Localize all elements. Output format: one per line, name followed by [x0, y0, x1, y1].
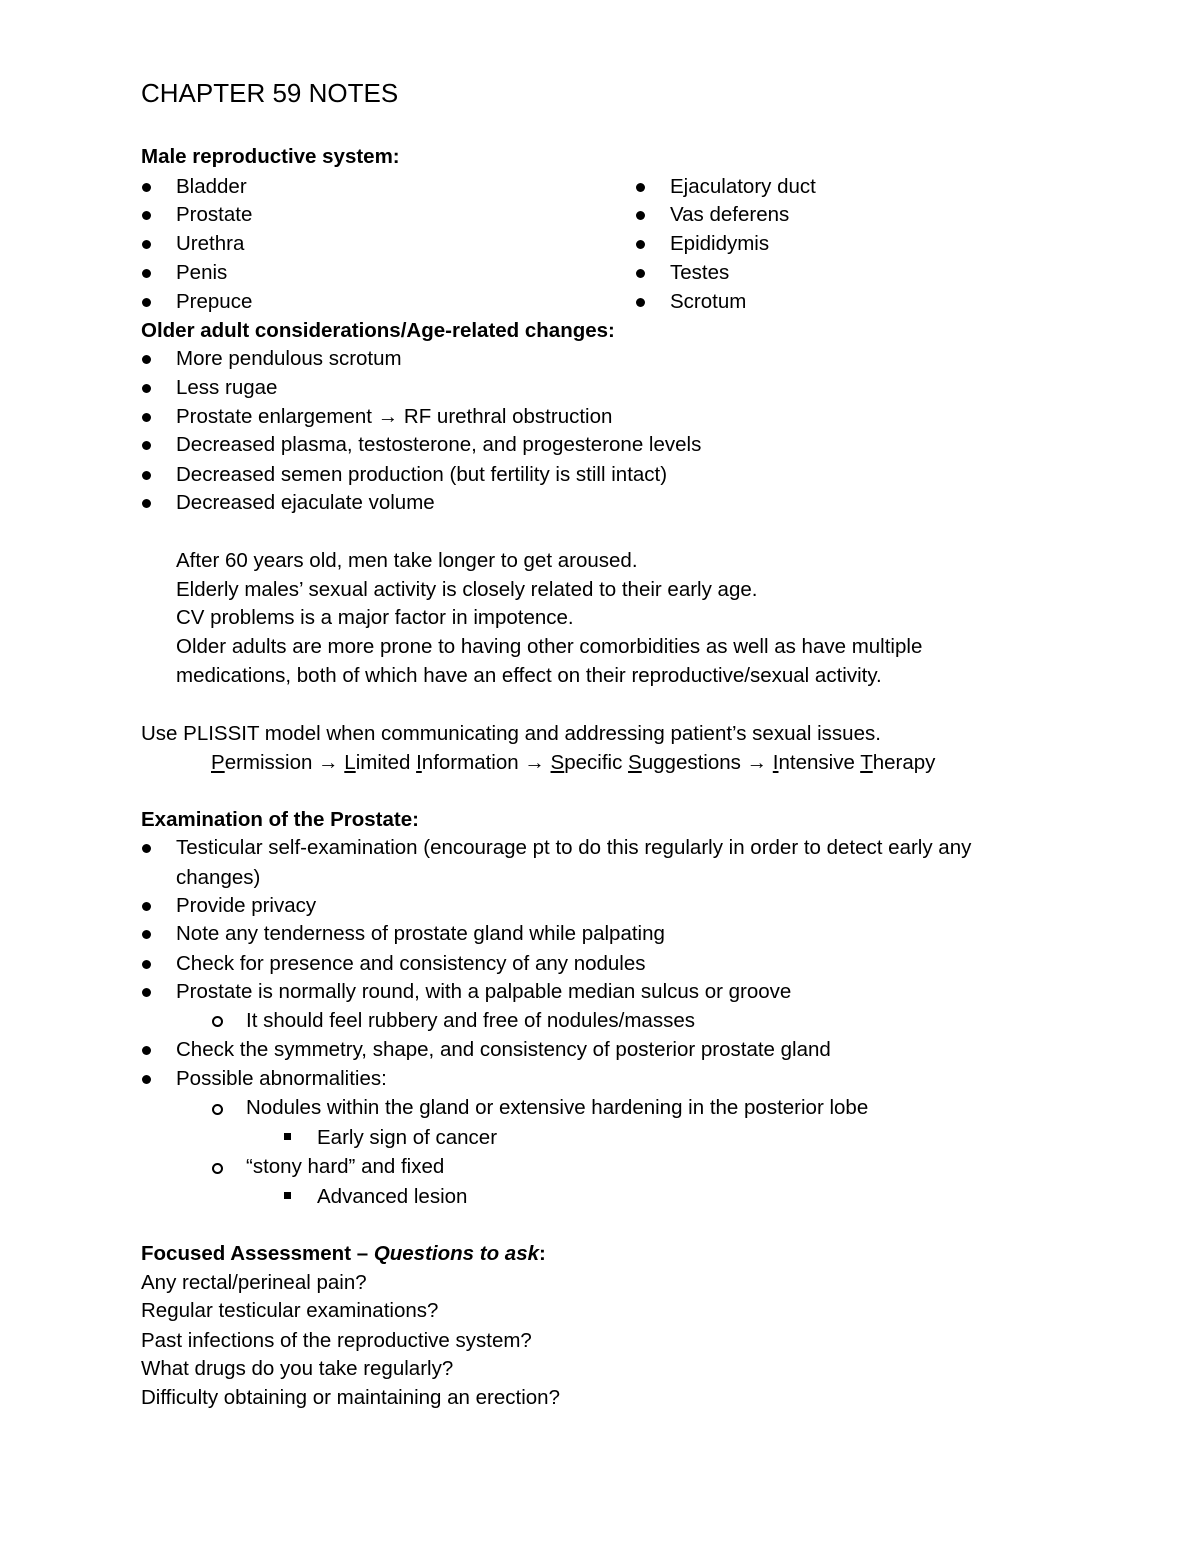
- bullet-icon: [142, 211, 151, 220]
- plissit-i: I: [416, 751, 422, 774]
- plissit-s2: S: [628, 751, 642, 774]
- bullet-icon: [142, 240, 151, 249]
- older-adult-heading: Older adult considerations/Age-related changes:: [141, 319, 615, 342]
- note-text: Elderly males’ sexual activity is closely related to their early age.: [176, 578, 758, 601]
- sub-list-item: “stony hard” and fixed: [246, 1155, 445, 1178]
- bullet-icon: [142, 471, 151, 480]
- plissit-text: uggestions →: [641, 751, 773, 774]
- bullet-icon: [142, 413, 151, 422]
- list-item: Provide privacy: [176, 894, 317, 917]
- list-item-continued: changes): [176, 866, 261, 889]
- square-bullet-icon: [284, 1192, 291, 1199]
- plissit-i2: I: [772, 751, 779, 774]
- focused-heading-text: Focused Assessment –: [141, 1242, 374, 1265]
- plissit-l: L: [344, 751, 356, 774]
- question-text: What drugs do you take regularly?: [141, 1357, 454, 1380]
- question-text: Regular testicular examinations?: [141, 1299, 439, 1322]
- focused-heading: [141, 1239, 546, 1268]
- list-item: Prostate enlargement → RF urethral obstruction: [176, 405, 613, 428]
- plissit-text: herapy: [872, 751, 936, 774]
- plissit-text: pecific: [564, 751, 629, 774]
- plissit-p: P: [211, 751, 225, 774]
- list-item: Decreased plasma, testosterone, and progesterone levels: [176, 433, 702, 456]
- sub-sub-list-item: Advanced lesion: [317, 1185, 468, 1208]
- bullet-icon: [142, 269, 151, 278]
- list-item: Possible abnormalities:: [176, 1067, 387, 1090]
- note-text: After 60 years old, men take longer to get aroused.: [176, 549, 638, 572]
- circle-bullet-icon: [212, 1104, 223, 1115]
- bullet-icon: [142, 960, 151, 969]
- list-item: Ejaculatory duct: [670, 175, 816, 198]
- bullet-icon: [142, 183, 151, 192]
- list-item: Check for presence and consistency of any nodules: [176, 952, 646, 975]
- list-item: Scrotum: [670, 290, 747, 313]
- sub-sub-list-item: Early sign of cancer: [317, 1126, 498, 1149]
- focused-heading-colon: :: [539, 1242, 546, 1265]
- list-item: Bladder: [176, 175, 247, 198]
- bullet-icon: [636, 298, 645, 307]
- sub-list-item: It should feel rubbery and free of nodules/masses: [246, 1009, 695, 1032]
- circle-bullet-icon: [212, 1016, 223, 1027]
- bullet-icon: [142, 355, 151, 364]
- bullet-icon: [142, 1075, 151, 1084]
- sub-list-item: Nodules within the gland or extensive hardening in the posterior lobe: [246, 1096, 869, 1119]
- plissit-text: ntensive: [778, 751, 861, 774]
- list-item: Check the symmetry, shape, and consistency of posterior prostate gland: [176, 1038, 831, 1061]
- list-item: Prostate: [176, 203, 253, 226]
- plissit-s: S: [550, 751, 565, 774]
- bullet-icon: [142, 298, 151, 307]
- bullet-icon: [636, 269, 645, 278]
- square-bullet-icon: [284, 1133, 291, 1140]
- list-item: More pendulous scrotum: [176, 347, 402, 370]
- list-item: Prepuce: [176, 290, 253, 313]
- note-text: Older adults are more prone to having other comorbidities as well as have multiple: [176, 635, 923, 658]
- plissit-text: imited: [355, 751, 417, 774]
- plissit-text: ermission →: [224, 751, 345, 774]
- list-item: Less rugae: [176, 376, 278, 399]
- bullet-icon: [636, 240, 645, 249]
- bullet-icon: [142, 499, 151, 508]
- list-item: Penis: [176, 261, 228, 284]
- bullet-icon: [142, 1046, 151, 1055]
- list-item: Testes: [670, 261, 730, 284]
- bullet-icon: [142, 988, 151, 997]
- bullet-icon: [142, 441, 151, 450]
- question-text: Difficulty obtaining or maintaining an erection?: [141, 1386, 560, 1409]
- plissit-text: nformation →: [421, 751, 551, 774]
- bullet-icon: [636, 211, 645, 220]
- list-item: Decreased ejaculate volume: [176, 491, 435, 514]
- list-item: Prostate is normally round, with a palpable median sulcus or groove: [176, 980, 792, 1003]
- list-item: Vas deferens: [670, 203, 790, 226]
- bullet-icon: [142, 902, 151, 911]
- circle-bullet-icon: [212, 1163, 223, 1174]
- list-item: Epididymis: [670, 232, 770, 255]
- note-text: CV problems is a major factor in impotence.: [176, 606, 574, 629]
- bullet-icon: [636, 183, 645, 192]
- plissit-t: T: [860, 751, 873, 774]
- bullet-icon: [142, 384, 151, 393]
- list-item: Testicular self-examination (encourage pt to do this regularly in order to detect early any: [176, 836, 972, 859]
- question-text: Any rectal/perineal pain?: [141, 1271, 367, 1294]
- question-text: Past infections of the reproductive system?: [141, 1329, 532, 1352]
- list-item: Decreased semen production (but fertility is still intact): [176, 463, 668, 486]
- plissit-intro: Use PLISSIT model when communicating and addressing patient’s sexual issues.: [141, 722, 881, 745]
- plissit-model: [211, 748, 935, 777]
- page-title: CHAPTER 59 NOTES: [141, 78, 399, 108]
- exam-heading: Examination of the Prostate:: [141, 808, 419, 831]
- male-system-heading: Male reproductive system:: [141, 145, 400, 168]
- bullet-icon: [142, 844, 151, 853]
- note-text: medications, both of which have an effect on their reproductive/sexual activity.: [176, 664, 882, 687]
- list-item: Urethra: [176, 232, 245, 255]
- focused-heading-italic: Questions to ask: [373, 1242, 539, 1265]
- bullet-icon: [142, 930, 151, 939]
- list-item: Note any tenderness of prostate gland while palpating: [176, 922, 665, 945]
